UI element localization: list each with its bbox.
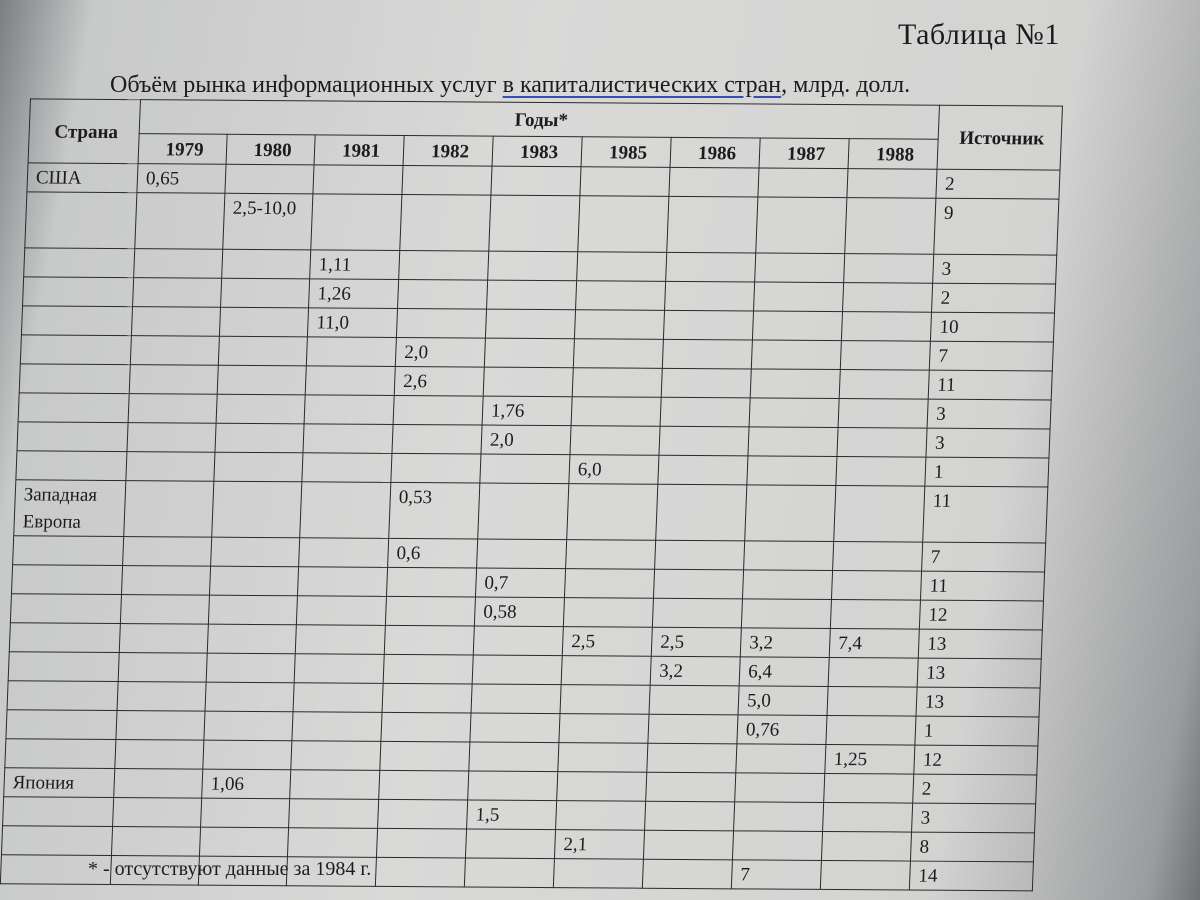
value-cell-1982: 0,53 bbox=[389, 482, 480, 539]
source-cell: 3 bbox=[912, 803, 1036, 833]
value-cell-1985 bbox=[576, 281, 666, 311]
country-cell bbox=[18, 393, 129, 423]
table-row bbox=[25, 192, 1059, 255]
value-cell-1980 bbox=[206, 653, 295, 683]
footnote: * - отсутствуют данные за 1984 г. bbox=[88, 858, 372, 880]
value-cell-1981 bbox=[291, 741, 381, 771]
source-cell: 2 bbox=[932, 283, 1056, 313]
value-cell-1986 bbox=[662, 339, 752, 369]
value-cell-1979 bbox=[124, 481, 214, 538]
value-cell-1985 bbox=[571, 397, 661, 427]
source-cell: 9 bbox=[934, 198, 1059, 255]
value-cell-1986 bbox=[660, 397, 750, 427]
value-cell-1983 bbox=[477, 539, 567, 569]
value-cell-1986 bbox=[642, 859, 732, 889]
value-cell-1979 bbox=[120, 595, 209, 625]
source-cell: 11 bbox=[923, 486, 1048, 543]
value-cell-1979 bbox=[123, 537, 212, 567]
value-cell-1979 bbox=[111, 826, 200, 856]
value-cell-1983 bbox=[471, 684, 561, 714]
value-cell-1980 bbox=[217, 365, 306, 395]
value-cell-1986 bbox=[652, 598, 742, 628]
value-cell-1987: 7 bbox=[731, 860, 821, 890]
value-cell-1981 bbox=[290, 770, 380, 800]
caption-part-2: , млрд. долл. bbox=[781, 72, 911, 98]
table-caption bbox=[110, 72, 910, 99]
value-cell-1979 bbox=[128, 394, 217, 424]
value-cell-1986 bbox=[645, 801, 735, 831]
value-cell-1986 bbox=[666, 252, 756, 282]
value-cell-1980 bbox=[214, 452, 303, 482]
value-cell-1983 bbox=[480, 454, 570, 484]
value-cell-1985 bbox=[560, 685, 650, 715]
value-cell-1988 bbox=[834, 486, 925, 543]
value-cell-1980 bbox=[207, 624, 296, 654]
value-cell-1982 bbox=[383, 654, 473, 684]
value-cell-1988 bbox=[824, 773, 914, 803]
value-cell-1985 bbox=[564, 569, 654, 599]
value-cell-1979 bbox=[127, 423, 216, 453]
value-cell-1987 bbox=[752, 311, 842, 341]
value-cell-1983: 2,0 bbox=[481, 425, 571, 455]
value-cell-1982: 0,6 bbox=[388, 538, 478, 568]
value-cell-1987 bbox=[732, 831, 822, 861]
country-cell bbox=[5, 739, 116, 769]
source-cell: 1 bbox=[915, 716, 1039, 746]
value-cell-1979: 0,65 bbox=[137, 164, 226, 194]
year-header-1987: 1987 bbox=[759, 138, 849, 169]
value-cell-1983: 1,76 bbox=[482, 396, 572, 426]
value-cell-1981 bbox=[295, 625, 385, 655]
value-cell-1985 bbox=[580, 167, 670, 197]
year-header-1983: 1983 bbox=[492, 136, 582, 167]
value-cell-1979 bbox=[121, 566, 210, 596]
value-cell-1980 bbox=[203, 740, 292, 770]
value-cell-1986: 3,2 bbox=[650, 656, 740, 686]
value-cell-1981 bbox=[305, 366, 395, 396]
value-cell-1988 bbox=[836, 457, 926, 487]
value-cell-1987 bbox=[749, 398, 839, 428]
country-cell bbox=[20, 335, 131, 365]
value-cell-1985: 6,0 bbox=[569, 455, 659, 485]
value-cell-1986 bbox=[663, 310, 753, 340]
value-cell-1983 bbox=[470, 713, 560, 743]
source-cell: 10 bbox=[931, 312, 1055, 342]
source-cell: 3 bbox=[933, 254, 1057, 284]
source-cell: 12 bbox=[914, 745, 1038, 775]
value-cell-1987 bbox=[742, 570, 832, 600]
caption-part-1: Объём рынка информационных услуг bbox=[110, 72, 503, 98]
value-cell-1979 bbox=[131, 307, 220, 337]
value-cell-1982 bbox=[375, 857, 465, 887]
value-cell-1985 bbox=[570, 426, 660, 456]
value-cell-1979 bbox=[116, 711, 205, 741]
value-cell-1987: 3,2 bbox=[740, 628, 830, 658]
country-cell bbox=[8, 652, 119, 682]
value-cell-1983 bbox=[469, 742, 559, 772]
value-cell-1986 bbox=[665, 281, 755, 311]
source-cell: 1 bbox=[925, 457, 1049, 487]
value-cell-1988 bbox=[843, 283, 933, 313]
value-cell-1983 bbox=[483, 367, 573, 397]
value-cell-1988 bbox=[821, 831, 911, 861]
country-cell bbox=[1, 826, 112, 856]
value-cell-1985 bbox=[573, 339, 663, 369]
value-cell-1986 bbox=[646, 772, 736, 802]
value-cell-1987 bbox=[735, 773, 825, 803]
value-cell-1985: 2,1 bbox=[554, 830, 644, 860]
source-column-header: Источник bbox=[937, 105, 1062, 170]
value-cell-1979 bbox=[118, 653, 207, 683]
value-cell-1983: 1,5 bbox=[467, 800, 557, 830]
value-cell-1981 bbox=[293, 683, 383, 713]
value-cell-1983 bbox=[485, 309, 575, 339]
value-cell-1988 bbox=[837, 428, 927, 458]
value-cell-1981 bbox=[297, 567, 387, 597]
country-column-header: Страна bbox=[28, 99, 140, 164]
source-cell: 13 bbox=[916, 687, 1040, 717]
value-cell-1981 bbox=[306, 337, 396, 367]
value-cell-1982 bbox=[391, 453, 481, 483]
value-cell-1982 bbox=[380, 741, 470, 771]
value-cell-1987 bbox=[756, 197, 847, 254]
country-cell bbox=[19, 364, 130, 394]
value-cell-1988 bbox=[841, 312, 931, 342]
value-cell-1988 bbox=[840, 341, 930, 371]
value-cell-1987: 0,76 bbox=[737, 715, 827, 745]
value-cell-1981 bbox=[287, 828, 377, 858]
value-cell-1982: 2,6 bbox=[394, 366, 484, 396]
country-cell bbox=[6, 710, 117, 740]
value-cell-1981 bbox=[289, 799, 379, 829]
value-cell-1979 bbox=[113, 797, 202, 827]
value-cell-1981 bbox=[304, 395, 394, 425]
market-volume-table bbox=[0, 98, 1063, 891]
value-cell-1986 bbox=[667, 196, 758, 253]
year-header-1980: 1980 bbox=[226, 134, 315, 165]
value-cell-1987 bbox=[734, 802, 824, 832]
value-cell-1981 bbox=[294, 654, 384, 684]
value-cell-1982 bbox=[385, 596, 475, 626]
value-cell-1980 bbox=[216, 394, 305, 424]
value-cell-1979 bbox=[134, 249, 223, 279]
value-cell-1987: 6,4 bbox=[739, 657, 829, 687]
value-cell-1982 bbox=[392, 424, 482, 454]
value-cell-1981: 1,11 bbox=[310, 250, 400, 280]
value-cell-1988 bbox=[828, 657, 918, 687]
value-cell-1987 bbox=[751, 340, 841, 370]
value-cell-1982 bbox=[396, 308, 486, 338]
value-cell-1986 bbox=[655, 540, 745, 570]
value-cell-1986 bbox=[658, 455, 748, 485]
value-cell-1987 bbox=[758, 168, 848, 198]
value-cell-1981 bbox=[313, 165, 403, 195]
value-cell-1980 bbox=[221, 278, 310, 308]
value-cell-1983 bbox=[491, 166, 581, 196]
value-cell-1988 bbox=[847, 169, 937, 199]
value-cell-1982 bbox=[382, 683, 472, 713]
value-cell-1988 bbox=[845, 198, 936, 255]
value-cell-1985 bbox=[578, 196, 669, 253]
value-cell-1988 bbox=[838, 399, 928, 429]
table-body bbox=[0, 163, 1060, 891]
country-cell bbox=[3, 797, 114, 827]
value-cell-1980: 2,5-10,0 bbox=[223, 193, 313, 250]
value-cell-1987 bbox=[750, 369, 840, 399]
caption-underlined-part: в капиталистических стран bbox=[502, 72, 782, 98]
value-cell-1988 bbox=[839, 370, 929, 400]
value-cell-1980 bbox=[225, 164, 314, 194]
source-cell: 11 bbox=[928, 370, 1052, 400]
country-cell bbox=[23, 277, 134, 307]
value-cell-1981 bbox=[303, 424, 393, 454]
value-cell-1982 bbox=[378, 799, 468, 829]
country-cell bbox=[25, 192, 137, 249]
value-cell-1985 bbox=[559, 714, 649, 744]
value-cell-1988 bbox=[823, 802, 913, 832]
value-cell-1982 bbox=[398, 279, 488, 309]
value-cell-1987 bbox=[747, 456, 837, 486]
source-cell: 11 bbox=[921, 571, 1045, 601]
value-cell-1980 bbox=[211, 537, 300, 567]
source-cell: 3 bbox=[927, 399, 1051, 429]
source-cell: 3 bbox=[926, 428, 1050, 458]
country-cell: Западная Европа bbox=[14, 480, 126, 537]
value-cell-1988: 7,4 bbox=[829, 628, 919, 658]
value-cell-1986 bbox=[669, 167, 759, 197]
value-cell-1986 bbox=[649, 685, 739, 715]
value-cell-1988 bbox=[831, 571, 921, 601]
value-cell-1985 bbox=[572, 368, 662, 398]
value-cell-1985 bbox=[574, 310, 664, 340]
value-cell-1979 bbox=[133, 278, 222, 308]
value-cell-1983 bbox=[489, 195, 580, 252]
value-cell-1987 bbox=[748, 427, 838, 457]
value-cell-1982: 2,0 bbox=[395, 337, 485, 367]
value-cell-1983 bbox=[464, 858, 554, 888]
source-cell: 13 bbox=[918, 629, 1042, 659]
value-cell-1981 bbox=[302, 453, 392, 483]
value-cell-1988 bbox=[833, 542, 923, 572]
value-cell-1982 bbox=[386, 567, 476, 597]
value-cell-1979 bbox=[130, 336, 219, 366]
value-cell-1980: 1,06 bbox=[202, 769, 291, 799]
value-cell-1986: 2,5 bbox=[651, 627, 741, 657]
value-cell-1988 bbox=[844, 254, 934, 284]
value-cell-1982 bbox=[379, 770, 469, 800]
value-cell-1988 bbox=[830, 600, 920, 630]
value-cell-1980 bbox=[208, 595, 297, 625]
value-cell-1987 bbox=[745, 485, 836, 542]
value-cell-1980 bbox=[222, 249, 311, 279]
value-cell-1982 bbox=[402, 165, 492, 195]
value-cell-1981 bbox=[292, 712, 382, 742]
table-number-title: Таблица №1 bbox=[898, 18, 1060, 51]
country-cell bbox=[11, 565, 122, 595]
value-cell-1981: 11,0 bbox=[307, 308, 397, 338]
value-cell-1980 bbox=[219, 307, 308, 337]
value-cell-1983 bbox=[478, 483, 569, 540]
year-header-1986: 1986 bbox=[670, 137, 760, 168]
value-cell-1983 bbox=[484, 338, 574, 368]
value-cell-1986 bbox=[653, 569, 743, 599]
source-cell: 13 bbox=[917, 658, 1041, 688]
value-cell-1983 bbox=[487, 280, 577, 310]
value-cell-1986 bbox=[659, 426, 749, 456]
year-header-1979: 1979 bbox=[138, 134, 227, 165]
country-cell bbox=[13, 536, 124, 566]
source-cell: 14 bbox=[909, 861, 1033, 891]
value-cell-1985 bbox=[566, 540, 656, 570]
value-cell-1985 bbox=[563, 598, 653, 628]
value-cell-1979 bbox=[114, 769, 203, 799]
value-cell-1983 bbox=[465, 829, 555, 859]
value-cell-1987 bbox=[736, 744, 826, 774]
value-cell-1980 bbox=[209, 566, 298, 596]
value-cell-1982 bbox=[393, 395, 483, 425]
value-cell-1980 bbox=[205, 682, 294, 712]
value-cell-1986 bbox=[661, 368, 751, 398]
table-row bbox=[14, 480, 1048, 543]
value-cell-1979 bbox=[119, 624, 208, 654]
source-cell: 12 bbox=[919, 600, 1043, 630]
country-cell bbox=[7, 681, 118, 711]
value-cell-1979 bbox=[115, 740, 204, 770]
value-cell-1986 bbox=[656, 484, 747, 541]
country-cell bbox=[17, 422, 128, 452]
value-cell-1986 bbox=[647, 743, 737, 773]
value-cell-1979 bbox=[129, 365, 218, 395]
value-cell-1980 bbox=[212, 481, 302, 538]
value-cell-1987 bbox=[744, 541, 834, 571]
value-cell-1985 bbox=[553, 859, 643, 889]
country-cell bbox=[16, 451, 127, 481]
value-cell-1988 bbox=[820, 860, 910, 890]
country-cell bbox=[9, 623, 120, 653]
country-cell: Япония bbox=[4, 768, 115, 798]
value-cell-1979 bbox=[135, 193, 225, 250]
value-cell-1985 bbox=[556, 801, 646, 831]
value-cell-1983: 0,7 bbox=[475, 568, 565, 598]
value-cell-1983 bbox=[473, 626, 563, 656]
value-cell-1985 bbox=[577, 252, 667, 282]
value-cell-1981 bbox=[311, 194, 402, 251]
value-cell-1980 bbox=[201, 798, 290, 828]
year-header-1982: 1982 bbox=[403, 136, 493, 167]
year-header-1985: 1985 bbox=[581, 137, 671, 168]
value-cell-1982 bbox=[376, 828, 466, 858]
value-cell-1987 bbox=[741, 599, 831, 629]
value-cell-1985 bbox=[557, 772, 647, 802]
value-cell-1980 bbox=[199, 827, 288, 857]
source-cell: 7 bbox=[929, 341, 1053, 371]
value-cell-1982 bbox=[384, 625, 474, 655]
value-cell-1986 bbox=[643, 830, 733, 860]
value-cell-1982 bbox=[399, 250, 489, 280]
value-cell-1985 bbox=[561, 656, 651, 686]
year-header-1981: 1981 bbox=[314, 135, 404, 166]
value-cell-1985 bbox=[567, 484, 658, 541]
value-cell-1981: 1,26 bbox=[309, 279, 399, 309]
value-cell-1985 bbox=[558, 743, 648, 773]
country-cell bbox=[24, 248, 135, 278]
value-cell-1983 bbox=[468, 771, 558, 801]
value-cell-1986 bbox=[648, 714, 738, 744]
value-cell-1988: 1,25 bbox=[825, 744, 915, 774]
value-cell-1988 bbox=[826, 715, 916, 745]
country-cell bbox=[21, 306, 132, 336]
value-cell-1980 bbox=[204, 711, 293, 741]
value-cell-1981 bbox=[299, 538, 389, 568]
source-cell: 2 bbox=[936, 169, 1060, 199]
value-cell-1983 bbox=[472, 655, 562, 685]
value-cell-1987: 5,0 bbox=[738, 686, 828, 716]
value-cell-1980 bbox=[215, 423, 304, 453]
value-cell-1981 bbox=[300, 482, 391, 539]
source-cell: 2 bbox=[913, 774, 1037, 804]
value-cell-1987 bbox=[754, 282, 844, 312]
value-cell-1982 bbox=[400, 194, 491, 251]
value-cell-1988 bbox=[827, 686, 917, 716]
years-group-header: Годы* bbox=[139, 100, 939, 140]
value-cell-1983 bbox=[488, 251, 578, 281]
value-cell-1983: 0,58 bbox=[474, 597, 564, 627]
value-cell-1981 bbox=[296, 596, 386, 626]
value-cell-1979 bbox=[117, 682, 206, 712]
country-cell: США bbox=[27, 163, 138, 193]
year-header-1988: 1988 bbox=[848, 139, 938, 170]
value-cell-1982 bbox=[381, 712, 471, 742]
value-cell-1980 bbox=[218, 336, 307, 366]
value-cell-1979 bbox=[126, 452, 215, 482]
value-cell-1987 bbox=[755, 253, 845, 283]
value-cell-1985: 2,5 bbox=[562, 627, 652, 657]
source-cell: 8 bbox=[911, 832, 1035, 862]
country-cell bbox=[10, 594, 121, 624]
source-cell: 7 bbox=[922, 542, 1046, 572]
